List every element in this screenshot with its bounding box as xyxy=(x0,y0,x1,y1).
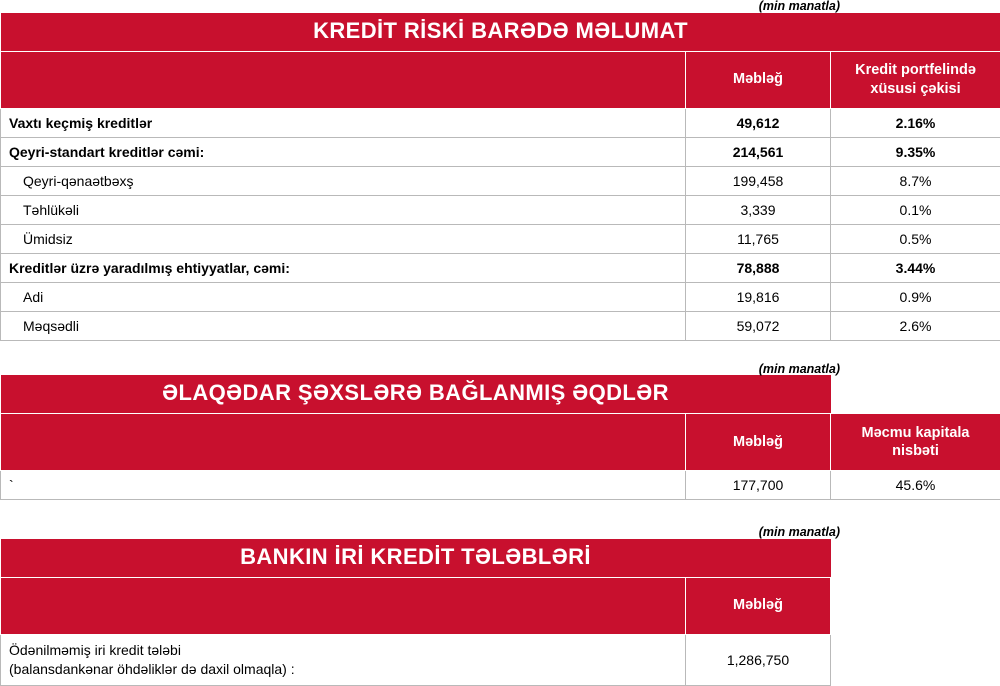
table-row xyxy=(1,195,1000,224)
section-spacer xyxy=(0,341,1000,363)
related-parties-title: ƏLAQƏDAR ŞƏXSLƏRƏ BAĞLANMIŞ ƏQDLƏR xyxy=(1,375,831,414)
credit-risk-header-label xyxy=(1,51,686,108)
table-row xyxy=(1,311,1000,340)
row-blank-cell xyxy=(831,634,1000,685)
credit-risk-header-row xyxy=(1,51,1000,108)
large-credits-title: BANKIN İRİ KREDİT TƏLƏBLƏRİ xyxy=(1,539,831,578)
row-label: Kreditlər üzrə yaradılmış ehtiyyatlar, cəmi: xyxy=(1,253,686,282)
related-parties-title-row xyxy=(1,375,1000,414)
row-label-line2: (balansdankənar öhdəliklər də daxil olmaqla) : xyxy=(9,660,677,679)
row-amount: 1,286,750 xyxy=(686,634,831,685)
related-parties-header-label xyxy=(1,414,686,471)
table-row xyxy=(1,282,1000,311)
related-parties-table xyxy=(0,375,1000,500)
row-share: 8.7% xyxy=(831,166,1000,195)
table-row xyxy=(1,224,1000,253)
row-amount: 78,888 xyxy=(686,253,831,282)
table-row xyxy=(1,108,1000,137)
table-row xyxy=(1,137,1000,166)
large-credits-title-row xyxy=(1,539,1000,578)
row-label: ` xyxy=(1,471,686,500)
row-label: Vaxtı keçmiş kreditlər xyxy=(1,108,686,137)
table-row xyxy=(1,166,1000,195)
row-amount: 59,072 xyxy=(686,311,831,340)
related-parties-header-amount: Məbləğ xyxy=(686,414,831,471)
row-amount: 49,612 xyxy=(686,108,831,137)
credit-risk-title-row xyxy=(1,13,1000,52)
row-share: 0.1% xyxy=(831,195,1000,224)
table-row xyxy=(1,253,1000,282)
large-credits-header-row xyxy=(1,577,1000,634)
row-label: Təhlükəli xyxy=(1,195,686,224)
unit-note-credit-risk: (min manatla) xyxy=(0,0,1000,13)
credit-risk-title: KREDİT RİSKİ BARƏDƏ MƏLUMAT xyxy=(1,13,1000,52)
large-credits-header-amount: Məbləğ xyxy=(686,577,831,634)
row-label: Adi xyxy=(1,282,686,311)
credit-risk-header-share: Kredit portfelində xüsusi çəkisi xyxy=(831,51,1000,108)
row-share: 0.5% xyxy=(831,224,1000,253)
large-credits-header-label xyxy=(1,577,686,634)
row-label: Qeyri-standart kreditlər cəmi: xyxy=(1,137,686,166)
row-label: Qeyri-qənaətbəxş xyxy=(1,166,686,195)
header-blank-cell xyxy=(831,577,1000,634)
title-blank-cell xyxy=(831,375,1000,414)
row-share: 2.16% xyxy=(831,108,1000,137)
row-amount: 3,339 xyxy=(686,195,831,224)
related-parties-header-row xyxy=(1,414,1000,471)
row-share: 45.6% xyxy=(831,471,1000,500)
row-amount: 19,816 xyxy=(686,282,831,311)
row-amount: 11,765 xyxy=(686,224,831,253)
table-row xyxy=(1,471,1000,500)
row-amount: 177,700 xyxy=(686,471,831,500)
row-share: 2.6% xyxy=(831,311,1000,340)
row-amount: 199,458 xyxy=(686,166,831,195)
row-amount: 214,561 xyxy=(686,137,831,166)
unit-note-related-parties: (min manatla) xyxy=(0,363,1000,376)
row-label-line1: Ödənilməmiş iri kredit tələbi xyxy=(9,641,677,660)
table-row xyxy=(1,634,1000,685)
row-share: 0.9% xyxy=(831,282,1000,311)
row-share: 9.35% xyxy=(831,137,1000,166)
section-spacer xyxy=(0,500,1000,526)
row-label: Məqsədli xyxy=(1,311,686,340)
credit-risk-table xyxy=(0,13,1000,341)
row-share: 3.44% xyxy=(831,253,1000,282)
row-label xyxy=(1,634,686,685)
unit-note-large-credits: (min manatla) xyxy=(0,526,1000,539)
related-parties-header-share: Məcmu kapitala nisbəti xyxy=(831,414,1000,471)
row-label: Ümidsiz xyxy=(1,224,686,253)
title-blank-cell xyxy=(831,539,1000,578)
large-credits-table xyxy=(0,539,1000,686)
credit-risk-header-amount: Məbləğ xyxy=(686,51,831,108)
